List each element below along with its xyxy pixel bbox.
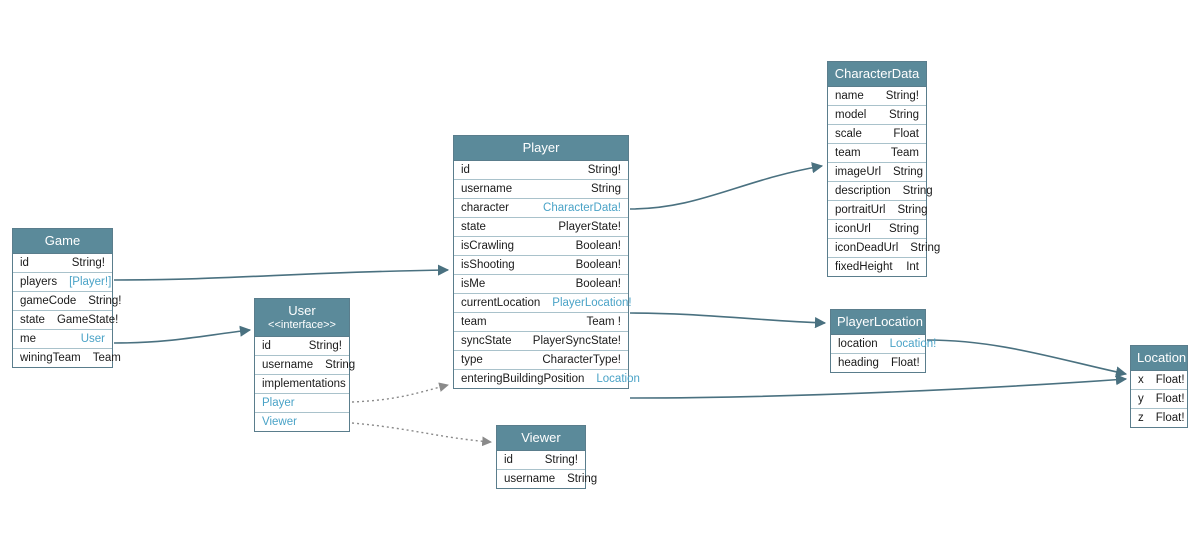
field-name: enteringBuildingPosition — [461, 373, 585, 386]
field-row[interactable] — [255, 394, 349, 413]
edge-6 — [352, 385, 448, 402]
field-name: state — [20, 314, 45, 327]
field-name: currentLocation — [461, 297, 541, 310]
field-type: PlayerSyncState! — [532, 335, 621, 348]
field-row[interactable] — [497, 470, 598, 488]
field-type: User — [80, 333, 105, 346]
field-name: Viewer — [262, 415, 297, 428]
class-title-text: Game — [44, 233, 81, 248]
field-name: id — [20, 257, 29, 270]
field-name: username — [461, 183, 513, 196]
field-row[interactable] — [255, 356, 356, 375]
field-name: id — [262, 339, 271, 352]
field-row[interactable] — [454, 332, 628, 351]
field-name: winingTeam — [20, 352, 81, 365]
field-name: model — [835, 109, 867, 122]
class-title-text: Viewer — [521, 430, 561, 445]
field-row[interactable] — [454, 237, 628, 256]
edge-5 — [927, 340, 1126, 374]
field-name: state — [461, 221, 486, 234]
field-name: iconDeadUrl — [835, 242, 899, 255]
field-type: Int — [906, 261, 919, 274]
field-type: Location! — [889, 338, 937, 351]
field-type: String! — [88, 295, 122, 308]
field-row[interactable] — [828, 239, 941, 258]
field-type: String — [567, 473, 598, 486]
field-type: String — [888, 109, 919, 122]
edge-7 — [352, 423, 491, 442]
field-row[interactable] — [454, 370, 640, 388]
field-name: fixedHeight — [835, 261, 893, 274]
edge-4 — [630, 379, 1126, 398]
field-name: team — [835, 147, 861, 160]
field-name: isCrawling — [461, 240, 515, 253]
field-type: Team ! — [586, 316, 621, 329]
field-name: id — [461, 164, 470, 177]
class-node-player[interactable] — [453, 135, 640, 389]
field-name: heading — [838, 357, 879, 370]
class-node-title-user — [255, 299, 349, 337]
field-row[interactable] — [255, 413, 349, 431]
field-type: String — [590, 183, 621, 196]
field-row[interactable] — [13, 292, 122, 311]
field-row[interactable] — [454, 294, 632, 313]
field-name: type — [461, 354, 483, 367]
class-node-user[interactable] — [254, 298, 356, 432]
field-row[interactable] — [831, 354, 925, 372]
field-name: username — [504, 473, 556, 486]
field-name: iconUrl — [835, 223, 871, 236]
class-title-text: PlayerLocation — [837, 314, 923, 329]
class-node-viewer[interactable] — [496, 425, 598, 489]
field-type: Boolean! — [575, 278, 621, 291]
field-row[interactable] — [828, 163, 926, 182]
field-type: [Player!] — [69, 276, 112, 289]
class-title-text: CharacterData — [834, 66, 920, 81]
field-name: team — [461, 316, 487, 329]
field-row[interactable] — [1131, 390, 1187, 409]
field-name: portraitUrl — [835, 204, 886, 217]
field-row[interactable] — [828, 201, 926, 220]
field-name: x — [1138, 374, 1144, 387]
field-type: String — [893, 166, 924, 179]
edge-0 — [114, 270, 448, 280]
class-title-text: User — [288, 303, 316, 318]
field-row[interactable] — [454, 256, 628, 275]
field-type: Float! — [1155, 374, 1185, 387]
field-row[interactable] — [1131, 409, 1187, 427]
field-row[interactable] — [454, 275, 628, 294]
field-name: isShooting — [461, 259, 515, 272]
class-node-title-viewer — [497, 426, 585, 451]
field-row[interactable] — [828, 106, 926, 125]
field-type: String! — [587, 164, 621, 177]
field-name: name — [835, 90, 864, 103]
field-row[interactable] — [454, 180, 628, 199]
class-node-title-playerlocation — [831, 310, 925, 335]
field-type: Float — [893, 128, 919, 141]
field-type: String — [325, 358, 356, 371]
field-row[interactable] — [13, 254, 112, 273]
field-row[interactable] — [454, 351, 628, 370]
field-type: Team — [92, 352, 121, 365]
field-row[interactable] — [828, 144, 926, 163]
field-name: me — [20, 333, 36, 346]
edge-3 — [630, 313, 825, 323]
field-name: implementations — [262, 377, 346, 390]
field-row[interactable] — [13, 349, 121, 367]
field-row[interactable] — [454, 161, 628, 180]
field-type: String! — [71, 257, 105, 270]
field-row[interactable] — [831, 335, 937, 354]
field-name: y — [1138, 393, 1144, 406]
field-type: String! — [885, 90, 919, 103]
field-name: character — [461, 202, 509, 215]
field-type: String — [902, 185, 933, 198]
class-node-title-player — [454, 136, 628, 161]
field-type: CharacterType! — [542, 354, 621, 367]
field-row[interactable] — [828, 125, 926, 144]
field-row[interactable] — [13, 273, 112, 292]
field-name: id — [504, 454, 513, 467]
field-row[interactable] — [454, 313, 628, 332]
field-name: scale — [835, 128, 862, 141]
field-type: PlayerState! — [558, 221, 621, 234]
field-type: String! — [308, 339, 342, 352]
field-row[interactable] — [255, 337, 349, 356]
class-node-title-location — [1131, 346, 1187, 371]
field-type: GameState! — [56, 314, 119, 327]
field-name: imageUrl — [835, 166, 882, 179]
class-title-text: Player — [522, 140, 560, 155]
field-type: String — [888, 223, 919, 236]
field-row[interactable] — [828, 182, 933, 201]
field-row[interactable] — [1131, 371, 1187, 390]
field-type: String! — [544, 454, 578, 467]
field-type: String — [910, 242, 941, 255]
field-row[interactable] — [828, 87, 926, 106]
class-node-title-characterdata — [828, 62, 926, 87]
field-name: isMe — [461, 278, 486, 291]
field-name: description — [835, 185, 891, 198]
field-type: Boolean! — [575, 240, 621, 253]
field-type: Boolean! — [575, 259, 621, 272]
field-row[interactable] — [255, 375, 349, 394]
field-type: Float! — [1155, 393, 1185, 406]
class-title-text: Location — [1137, 350, 1187, 365]
field-row[interactable] — [454, 199, 628, 218]
field-type: Team — [890, 147, 919, 160]
edge-1 — [114, 330, 250, 343]
field-name: gameCode — [20, 295, 77, 308]
field-name: syncState — [461, 335, 512, 348]
class-stereotype-text: <<interface>> — [268, 319, 336, 332]
field-name: z — [1138, 412, 1144, 425]
field-row[interactable] — [497, 451, 585, 470]
class-node-characterdata[interactable] — [827, 61, 941, 277]
field-name: players — [20, 276, 58, 289]
field-row[interactable] — [454, 218, 628, 237]
field-type: CharacterData! — [543, 202, 621, 215]
field-type: Float! — [890, 357, 920, 370]
field-type: Float! — [1155, 412, 1185, 425]
field-name: username — [262, 358, 314, 371]
field-row[interactable] — [828, 258, 926, 276]
field-row[interactable] — [13, 311, 119, 330]
field-name: Player — [262, 396, 295, 409]
edge-2 — [630, 166, 822, 209]
class-node-location[interactable] — [1130, 345, 1188, 428]
field-row[interactable] — [828, 220, 926, 239]
field-type: String — [897, 204, 928, 217]
field-type: PlayerLocation! — [552, 297, 632, 310]
field-name: location — [838, 338, 878, 351]
class-node-title-game — [13, 229, 112, 254]
class-node-playerlocation[interactable] — [830, 309, 937, 373]
field-row[interactable] — [13, 330, 112, 349]
class-node-game[interactable] — [12, 228, 122, 368]
field-type: Location — [596, 373, 640, 386]
